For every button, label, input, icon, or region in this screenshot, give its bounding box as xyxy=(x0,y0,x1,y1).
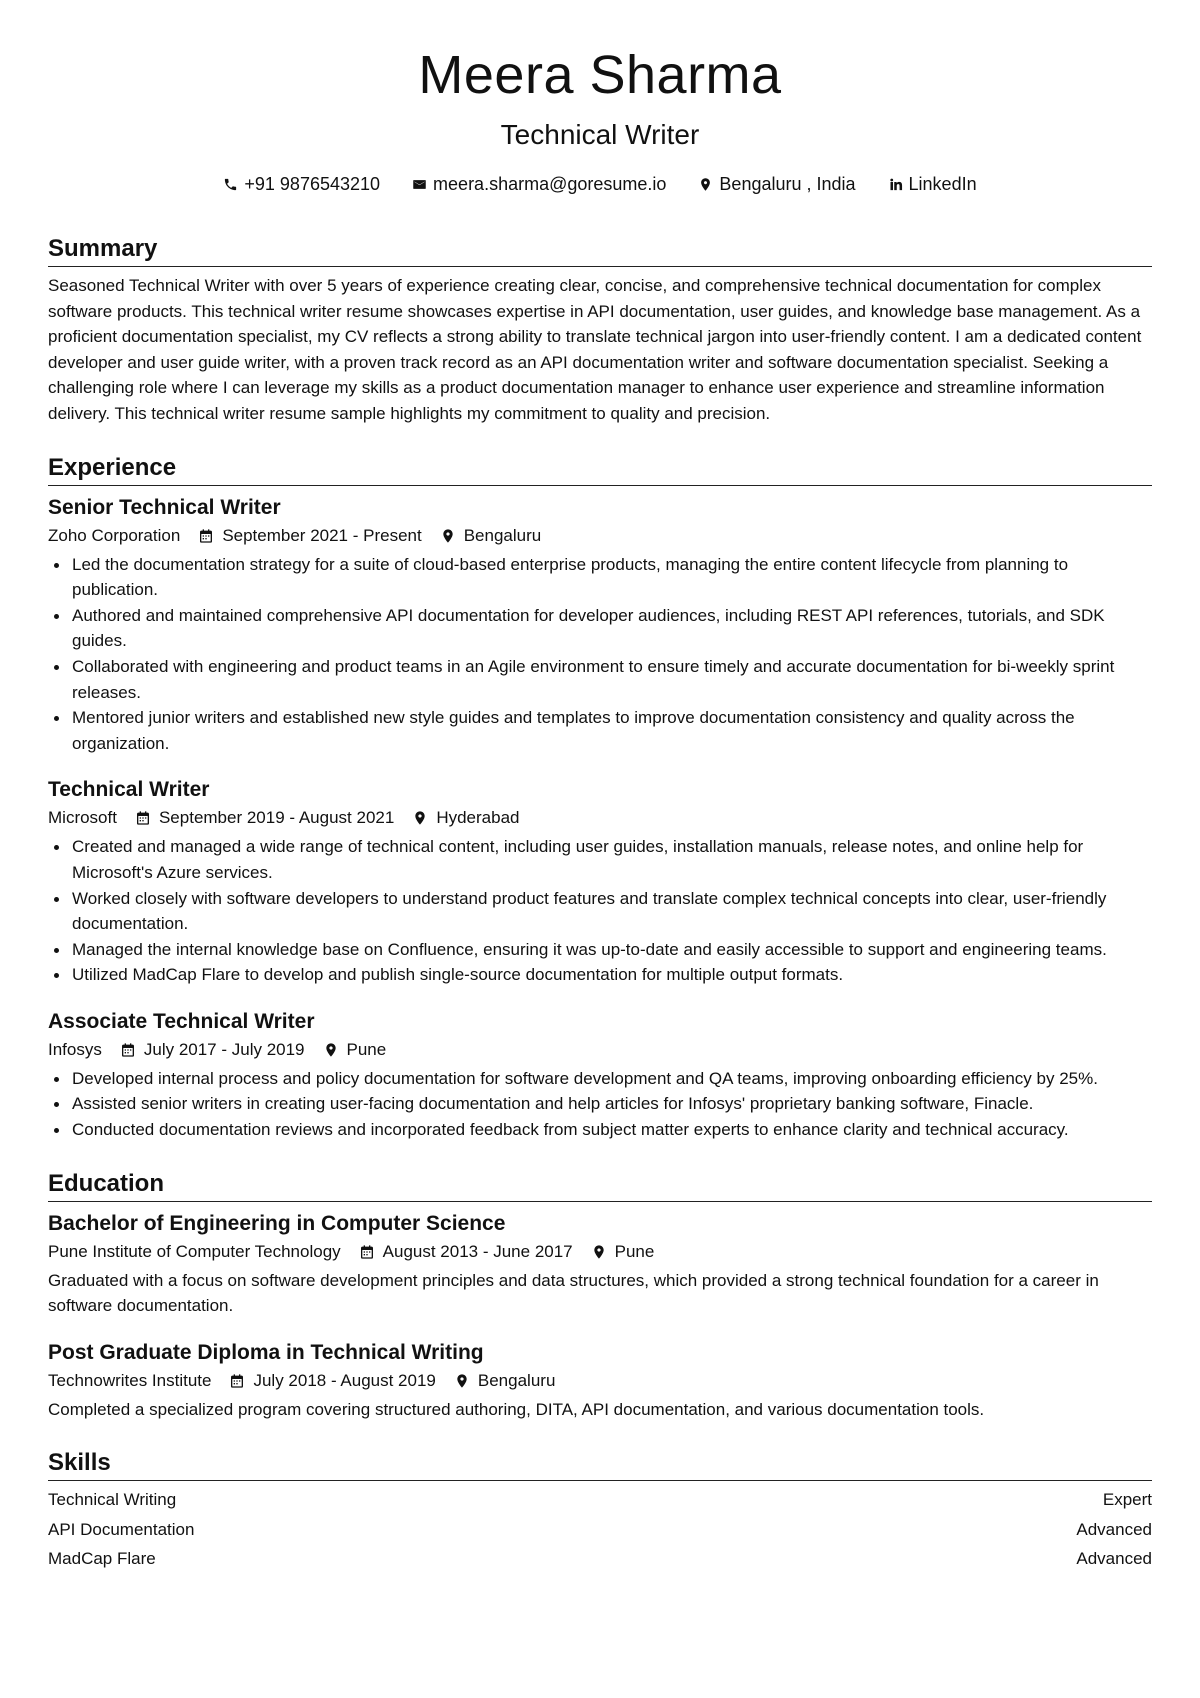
section-title-skills: Skills xyxy=(48,1448,1152,1481)
job-bullets xyxy=(48,552,1152,757)
contact-linkedin[interactable] xyxy=(888,172,977,196)
calendar-icon xyxy=(229,1373,245,1389)
skill-level: Expert xyxy=(1102,1490,1152,1510)
contact-email-text: meera.sharma@goresume.io xyxy=(433,174,667,194)
email-icon xyxy=(412,177,427,192)
job-title: Senior Technical Writer xyxy=(48,495,281,519)
job-location xyxy=(412,805,519,831)
section-title-summary: Summary xyxy=(48,234,1152,267)
job-location-text: Bengaluru xyxy=(463,525,542,545)
location-icon xyxy=(454,1373,470,1389)
education-location xyxy=(591,1239,655,1265)
job-title: Associate Technical Writer xyxy=(48,1009,315,1033)
education-description: Completed a specialized program covering structured authoring, DITA, API documentation, and various documentation tools. xyxy=(48,1399,985,1419)
skills-list xyxy=(48,1485,1152,1574)
job-location xyxy=(323,1037,387,1063)
list-item: Conducted documentation reviews and incorporated feedback from subject matter experts to enhance clarity and technical accuracy. xyxy=(48,1117,1152,1143)
location-icon xyxy=(323,1042,339,1058)
job-dates xyxy=(135,805,394,831)
skill-row xyxy=(48,1485,1152,1515)
job-dates-text: September 2019 - August 2021 xyxy=(158,808,395,828)
contact-bar xyxy=(48,172,1152,196)
experience-entry xyxy=(48,776,1152,988)
skill-name: API Documentation xyxy=(48,1519,195,1539)
list-item: Authored and maintained comprehensive API documentation for developer audiences, including REST API references, tutorials, and SDK guides. xyxy=(48,603,1152,654)
company-name: Zoho Corporation xyxy=(48,525,181,545)
calendar-icon xyxy=(120,1042,136,1058)
job-dates xyxy=(120,1037,305,1063)
job-location xyxy=(440,523,542,549)
location-icon xyxy=(591,1244,607,1260)
skill-name: MadCap Flare xyxy=(48,1549,156,1569)
skill-row xyxy=(48,1515,1152,1545)
education-meta xyxy=(48,1368,1152,1394)
summary-text: Seasoned Technical Writer with over 5 years of experience creating clear, concise, and comprehensive technical documentation for complex software products. This technical writer resume showcases expertise in API documentation, user guides, and knowledge base management. As a proficient documentation specialist, my CV reflects a strong ability to translate technical jargon into user-friendly content. I am a dedicated content developer and user guide writer, with a proven track record as an API documentation writer and software documentation specialist. Seeking a challenging role where I can leverage my skills as a product documentation manager to enhance user experience and streamline information delivery. This technical writer resume sample highlights my commitment to quality and precision. xyxy=(48,276,1142,423)
contact-location-text: Bengaluru , India xyxy=(719,174,856,194)
education-dates-text: July 2018 - August 2019 xyxy=(253,1370,436,1390)
company-name: Microsoft xyxy=(48,808,117,828)
list-item: Worked closely with software developers to understand product features and translate complex technical concepts into clear, user-friendly documentation. xyxy=(48,886,1152,937)
calendar-icon xyxy=(198,528,214,544)
experience-entry xyxy=(48,1008,1152,1143)
summary-section xyxy=(48,234,1152,427)
contact-phone-text: +91 9876543210 xyxy=(244,174,381,194)
candidate-headline: Technical Writer xyxy=(500,119,700,150)
list-item: Mentored junior writers and established new style guides and templates to improve documentation consistency and quality across the organization. xyxy=(48,705,1152,756)
education-dates-text: August 2013 - June 2017 xyxy=(382,1241,573,1261)
job-meta xyxy=(48,1037,1152,1063)
experience-entry xyxy=(48,494,1152,757)
education-entry xyxy=(48,1339,1152,1423)
education-dates xyxy=(229,1368,435,1394)
company-name: Infosys xyxy=(48,1039,102,1059)
contact-phone[interactable] xyxy=(223,172,380,196)
list-item: Led the documentation strategy for a suite of cloud-based enterprise products, managing the entire content lifecycle from planning to publication. xyxy=(48,552,1152,603)
degree-title: Post Graduate Diploma in Technical Writing xyxy=(48,1340,484,1364)
job-bullets xyxy=(48,834,1152,988)
education-entry xyxy=(48,1210,1152,1319)
contact-location xyxy=(698,172,855,196)
school-name: Technowrites Institute xyxy=(48,1370,212,1390)
skill-level: Advanced xyxy=(1076,1549,1152,1569)
location-icon xyxy=(412,810,428,826)
list-item: Utilized MadCap Flare to develop and publish single-source documentation for multiple output formats. xyxy=(48,962,1152,988)
job-dates xyxy=(198,523,421,549)
skills-section xyxy=(48,1448,1152,1574)
job-title: Technical Writer xyxy=(48,778,210,802)
location-icon xyxy=(698,177,713,192)
calendar-icon xyxy=(359,1244,375,1260)
list-item: Assisted senior writers in creating user-facing documentation and help articles for Infosys' proprietary banking software, Finacle. xyxy=(48,1091,1152,1117)
skill-name: Technical Writing xyxy=(48,1490,177,1510)
list-item: Created and managed a wide range of technical content, including user guides, installation manuals, release notes, and online help for Microsoft's Azure services. xyxy=(48,834,1152,885)
contact-linkedin-text: LinkedIn xyxy=(908,174,977,194)
education-location-text: Pune xyxy=(614,1241,655,1261)
education-location-text: Bengaluru xyxy=(477,1370,556,1390)
linkedin-icon xyxy=(888,177,903,192)
calendar-icon xyxy=(135,810,151,826)
job-bullets xyxy=(48,1066,1152,1143)
education-meta xyxy=(48,1239,1152,1265)
phone-icon xyxy=(223,177,238,192)
education-location xyxy=(454,1368,556,1394)
skill-level: Advanced xyxy=(1076,1519,1152,1539)
school-name: Pune Institute of Computer Technology xyxy=(48,1241,341,1261)
skill-row xyxy=(48,1544,1152,1574)
job-meta xyxy=(48,805,1152,831)
candidate-name: Meera Sharma xyxy=(418,45,782,105)
section-title-education: Education xyxy=(48,1169,1152,1202)
location-icon xyxy=(440,528,456,544)
job-meta xyxy=(48,523,1152,549)
education-dates xyxy=(359,1239,573,1265)
job-location-text: Pune xyxy=(346,1039,387,1059)
education-description: Graduated with a focus on software development principles and data structures, which provided a strong technical foundation for a career in software documentation. xyxy=(48,1270,1099,1316)
section-title-experience: Experience xyxy=(48,453,1152,486)
degree-title: Bachelor of Engineering in Computer Science xyxy=(48,1211,506,1235)
list-item: Developed internal process and policy documentation for software development and QA teams, improving onboarding efficiency by 25%. xyxy=(48,1066,1152,1092)
education-section xyxy=(48,1169,1152,1423)
list-item: Collaborated with engineering and product teams in an Agile environment to ensure timely and accurate documentation for bi-weekly sprint releases. xyxy=(48,654,1152,705)
job-dates-text: September 2021 - Present xyxy=(222,525,422,545)
list-item: Managed the internal knowledge base on Confluence, ensuring it was up-to-date and easily accessible to support and engineering teams. xyxy=(48,937,1152,963)
job-dates-text: July 2017 - July 2019 xyxy=(143,1039,305,1059)
experience-section xyxy=(48,453,1152,1143)
resume-header xyxy=(48,0,1152,196)
job-location-text: Hyderabad xyxy=(436,808,520,828)
contact-email[interactable] xyxy=(412,172,666,196)
